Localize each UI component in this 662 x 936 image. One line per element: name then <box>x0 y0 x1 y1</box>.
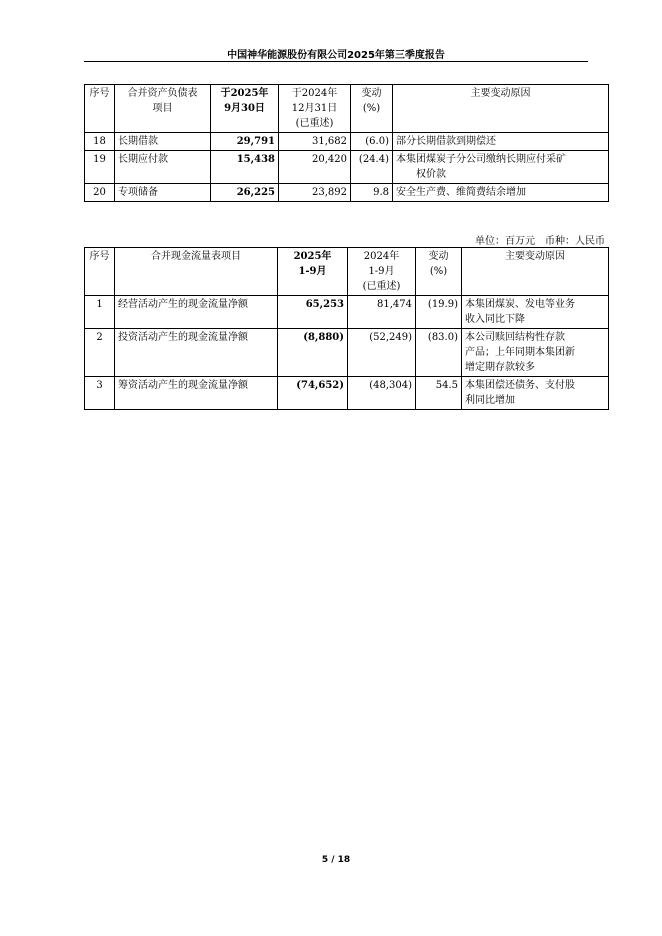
header-seq: 序号 <box>85 248 115 296</box>
table-row <box>85 151 609 184</box>
cell-change: (24.4) <box>351 151 393 184</box>
header-prior: 2024年 1-9月 (已重述) <box>348 248 416 296</box>
cell-seq: 3 <box>85 377 115 410</box>
table-row <box>85 377 609 410</box>
table-header-row <box>85 85 609 133</box>
cell-seq: 2 <box>85 329 115 377</box>
cell-reason: 本公司赎回结构性存款 产品；上年同期本集团新 增定期存款较多 <box>462 329 609 377</box>
balance-sheet-table <box>84 84 609 202</box>
cell-change: 9.8 <box>351 184 393 202</box>
header-rule <box>84 61 588 62</box>
cell-change: (19.9) <box>416 296 462 329</box>
table-row <box>85 329 609 377</box>
cell-change: (83.0) <box>416 329 462 377</box>
header-item: 合并资产负债表 项目 <box>115 85 211 133</box>
cell-prior: 20,420 <box>279 151 351 184</box>
cell-current: 15,438 <box>211 151 279 184</box>
header-reason: 主要变动原因 <box>393 85 609 133</box>
cell-item: 经营活动产生的现金流量净额 <box>115 296 278 329</box>
header-prior: 于2024年 12月31日 (已重述) <box>279 85 351 133</box>
cell-current: (74,652) <box>278 377 348 410</box>
page-number: 5 / 18 <box>321 855 351 865</box>
cell-seq: 20 <box>85 184 115 202</box>
cell-prior: (48,304) <box>348 377 416 410</box>
cell-reason: 部分长期借款到期偿还 <box>393 133 609 151</box>
cashflow-table <box>84 247 609 410</box>
cell-item: 筹资活动产生的现金流量净额 <box>115 377 278 410</box>
cell-prior: (52,249) <box>348 329 416 377</box>
cell-seq: 1 <box>85 296 115 329</box>
header-change: 变动 (%) <box>351 85 393 133</box>
cell-seq: 18 <box>85 133 115 151</box>
cell-current: 26,225 <box>211 184 279 202</box>
table-row <box>85 133 609 151</box>
cell-item: 投资活动产生的现金流量净额 <box>115 329 278 377</box>
cell-prior: 31,682 <box>279 133 351 151</box>
cell-reason: 安全生产费、维简费结余增加 <box>393 184 609 202</box>
header-seq: 序号 <box>85 85 115 133</box>
header-current: 于2025年 9月30日 <box>211 85 279 133</box>
unit-note: 单位：百万元 币种：人民币 <box>475 236 605 247</box>
cell-prior: 23,892 <box>279 184 351 202</box>
table-row <box>85 296 609 329</box>
table-row <box>85 184 609 202</box>
cell-change: (6.0) <box>351 133 393 151</box>
cell-item: 长期应付款 <box>115 151 211 184</box>
header-change: 变动 (%) <box>416 248 462 296</box>
cell-current: 29,791 <box>211 133 279 151</box>
cell-change: 54.5 <box>416 377 462 410</box>
cell-reason: 本集团偿还债务、支付股 利同比增加 <box>462 377 609 410</box>
cell-item: 长期借款 <box>115 133 211 151</box>
cell-prior: 81,474 <box>348 296 416 329</box>
report-header: 中国神华能源股份有限公司2025年第三季度报告 <box>227 50 445 61</box>
cell-current: (8,880) <box>278 329 348 377</box>
cell-current: 65,253 <box>278 296 348 329</box>
cell-reason: 本集团煤炭子分公司缴纳长期应付采矿 权价款 <box>393 151 609 184</box>
header-reason: 主要变动原因 <box>462 248 609 296</box>
cell-item: 专项储备 <box>115 184 211 202</box>
cell-seq: 19 <box>85 151 115 184</box>
cell-reason: 本集团煤炭、发电等业务 收入同比下降 <box>462 296 609 329</box>
header-item: 合并现金流量表项目 <box>115 248 278 296</box>
table-header-row <box>85 248 609 296</box>
header-current: 2025年 1-9月 <box>278 248 348 296</box>
